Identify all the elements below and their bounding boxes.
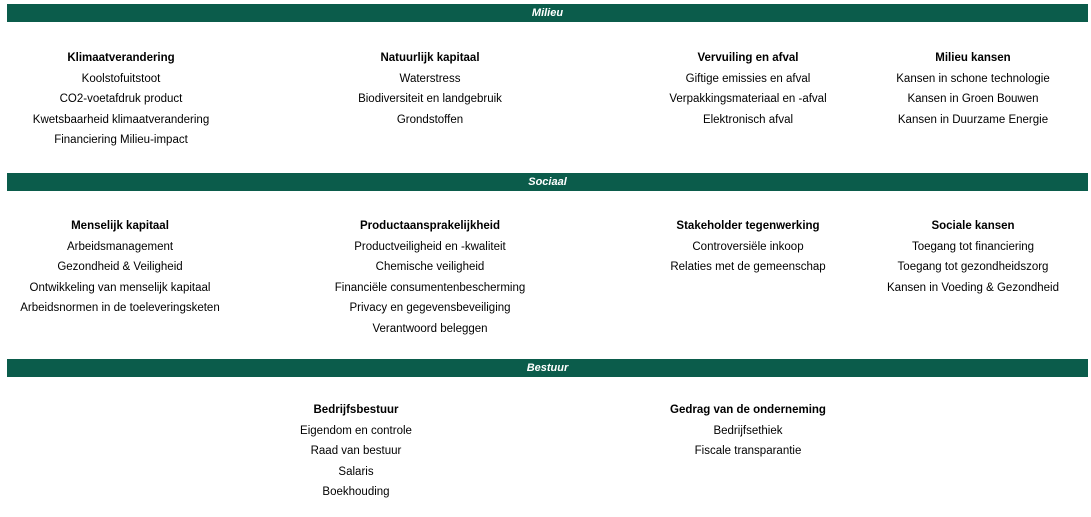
- category-klimaatverandering: [10, 48, 232, 151]
- category-natuurlijk-kapitaal: [320, 48, 540, 130]
- category-item: Controversiële inkoop: [692, 240, 804, 253]
- category-item: Koolstofuitstoot: [81, 72, 161, 85]
- category-heading: Gedrag van de onderneming: [670, 404, 826, 416]
- category-heading: Natuurlijk kapitaal: [380, 52, 480, 64]
- category-item: Toegang tot gezondheidszorg: [897, 261, 1049, 274]
- category-milieu-kansen: [858, 48, 1088, 130]
- category-item: Kansen in Duurzame Energie: [897, 113, 1049, 126]
- category-vervuiling-en-afval: [638, 48, 858, 130]
- category-sociale-kansen: [858, 216, 1088, 298]
- category-item: Verantwoord beleggen: [372, 322, 488, 335]
- category-item: Raad van bestuur: [310, 445, 402, 458]
- category-item: Grondstoffen: [396, 113, 464, 126]
- category-heading: Productaansprakelijkheid: [360, 220, 500, 232]
- category-item: Productveiligheid en -kwaliteit: [354, 240, 506, 253]
- category-item: Verpakkingsmateriaal en -afval: [669, 93, 827, 106]
- category-heading: Menselijk kapitaal: [71, 220, 169, 232]
- category-item: Gezondheid & Veiligheid: [57, 261, 183, 274]
- section-band-milieu: [7, 4, 1088, 22]
- category-item: Salaris: [338, 465, 374, 478]
- category-item: Arbeidsnormen in de toeleveringsketen: [20, 302, 220, 315]
- category-heading: Sociale kansen: [931, 220, 1015, 232]
- category-item: Kansen in schone technologie: [896, 72, 1050, 85]
- category-item: Boekhouding: [322, 486, 390, 499]
- section-title: Bestuur: [526, 362, 569, 374]
- category-item: Financiering Milieu-impact: [54, 134, 188, 147]
- category-item: Chemische veiligheid: [375, 261, 485, 274]
- category-item: CO2-voetafdruk product: [59, 93, 183, 106]
- category-item: Toegang tot financiering: [911, 240, 1035, 253]
- category-item: Privacy en gegevensbeveiliging: [349, 302, 511, 315]
- category-productaansprakelijkheid: [310, 216, 550, 340]
- category-item: Giftige emissies en afval: [685, 72, 811, 85]
- category-item: Kansen in Voeding & Gezondheid: [887, 281, 1059, 294]
- category-bedrijfsbestuur: [246, 400, 466, 503]
- category-heading: Stakeholder tegenwerking: [676, 220, 820, 232]
- section-title: Sociaal: [528, 176, 567, 188]
- category-stakeholder-tegenwerking: [638, 216, 858, 278]
- category-item: Kansen in Groen Bouwen: [907, 93, 1039, 106]
- category-heading: Milieu kansen: [935, 52, 1011, 64]
- category-item: Financiële consumentenbescherming: [334, 281, 526, 294]
- section-band-sociaal: [7, 173, 1088, 191]
- category-gedrag-van-de-onderneming: [638, 400, 858, 462]
- category-heading: Klimaatverandering: [67, 52, 175, 64]
- category-item: Elektronisch afval: [702, 113, 794, 126]
- category-item: Eigendom en controle: [300, 424, 412, 437]
- category-item: Arbeidsmanagement: [66, 240, 174, 253]
- category-heading: Vervuiling en afval: [697, 52, 799, 64]
- category-item: Fiscale transparantie: [694, 445, 802, 458]
- category-item: Bedrijfsethiek: [713, 424, 783, 437]
- category-item: Biodiversiteit en landgebruik: [358, 93, 502, 106]
- category-item: Waterstress: [399, 72, 461, 85]
- category-heading: Bedrijfsbestuur: [313, 404, 399, 416]
- section-title: Milieu: [531, 7, 564, 19]
- category-item: Kwetsbaarheid klimaatverandering: [32, 113, 210, 126]
- category-menselijk-kapitaal: [2, 216, 238, 319]
- category-item: Ontwikkeling van menselijk kapitaal: [29, 281, 211, 294]
- category-item: Relaties met de gemeenschap: [670, 261, 826, 274]
- section-band-bestuur: [7, 359, 1088, 377]
